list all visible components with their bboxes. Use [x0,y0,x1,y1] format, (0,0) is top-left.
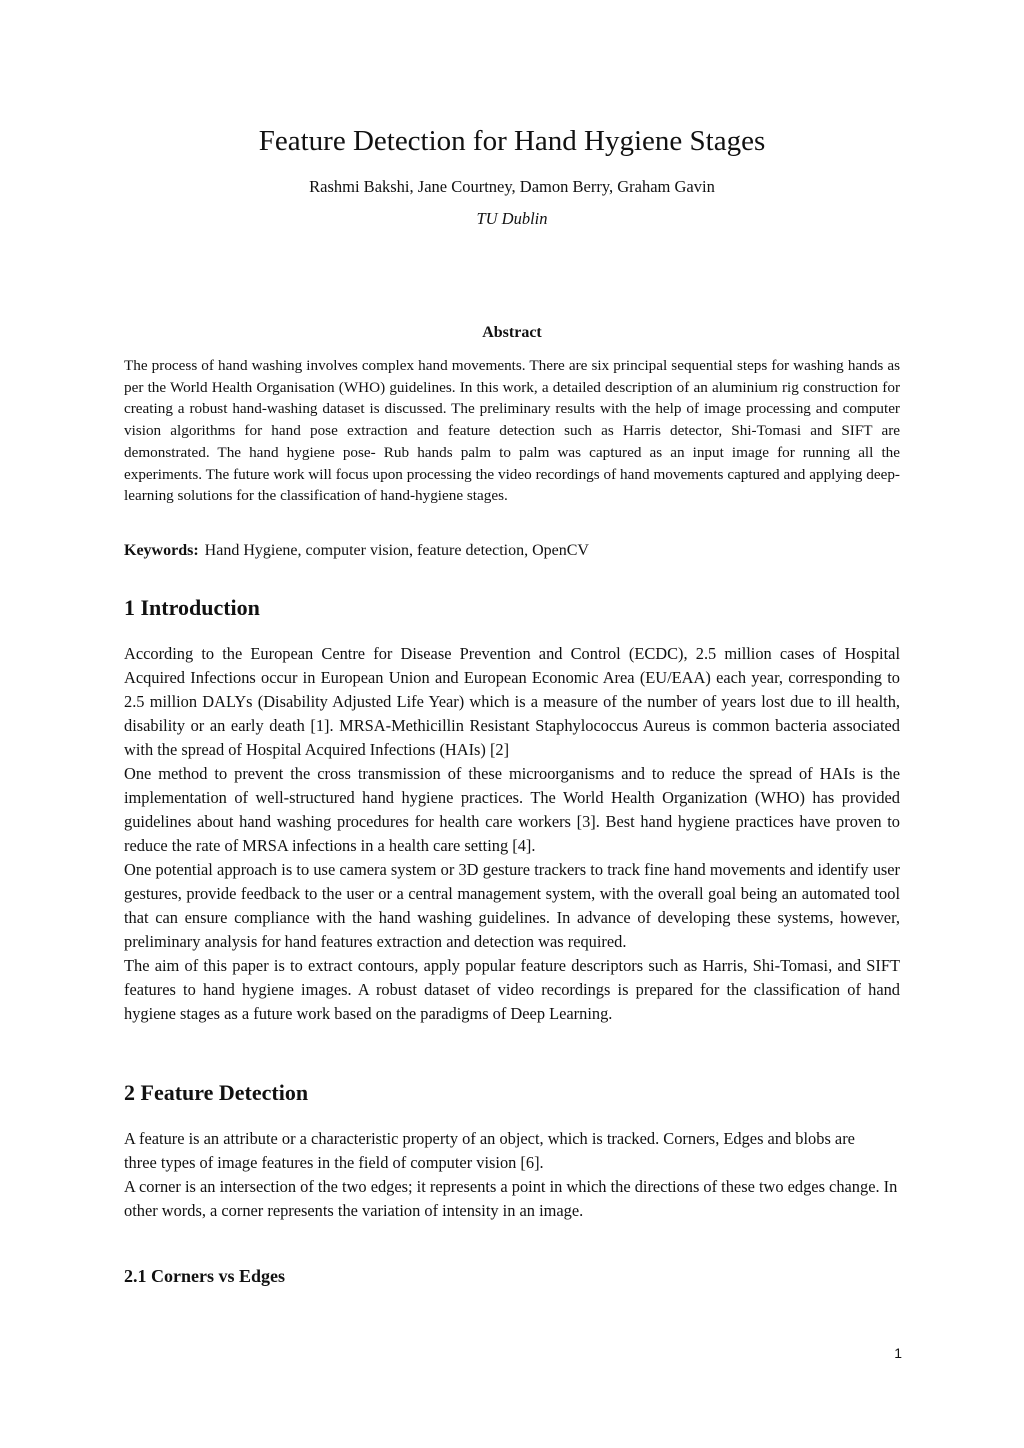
subsection-heading-corners-vs-edges: 2.1 Corners vs Edges [124,1266,285,1286]
paragraph: One method to prevent the cross transmission of these microorganisms and to reduce the spread of HAIs is the implementation of well-structured hand hygiene practices. The World Health Organization (WHO) has provided guidelines about hand washing procedures for health care workers [3]. Best hand hygiene practices have proven to reduce the rate of MRSA infections in a health care setting [4]. [124,764,900,855]
paragraph: One potential approach is to use camera system or 3D gesture trackers to track fine hand movements and identify user gestures, provide feedback to the user or a central management system, with the overall goal being an automated tool that can ensure compliance with the hand washing guidelines. In advance of developing these systems, however, preliminary analysis for hand features extraction and detection was required. [124,860,900,951]
paragraph: A corner is an intersection of the two edges; it represents a point in which the directions of these two edges change. In other words, a corner represents the variation of intensity in an image. [124,1177,898,1220]
section-heading-feature-detection: 2 Feature Detection [124,1080,309,1105]
author-list: Rashmi Bakshi, Jane Courtney, Damon Berry, Graham Gavin [309,177,715,196]
keywords-label: Keywords: [124,542,199,559]
paper-title: Feature Detection for Hand Hygiene Stages [258,125,766,157]
section-heading-introduction: 1 Introduction [124,595,260,620]
paragraph: A feature is an attribute or a characteristic property of an object, which is tracked. Corners, Edges and blobs are three types of image features in the field of computer vision [6]. [124,1129,855,1172]
abstract-heading: Abstract [482,324,542,341]
page-number: 1 [894,1345,902,1361]
affiliation: TU Dublin [476,209,548,228]
feature-detection-body [124,1127,898,1223]
keywords [124,540,900,562]
keywords-text: Hand Hygiene, computer vision, feature detection, OpenCV [204,542,589,559]
paragraph: The aim of this paper is to extract contours, apply popular feature descriptors such as Harris, Shi-Tomasi, and SIFT features to hand hygiene images. A robust dataset of video recordings is prepared for the classification of hand hygiene stages as a future work based on the paradigms of Deep Learning. [124,956,900,1023]
abstract-text: The process of hand washing involves complex hand movements. There are six principal sequential steps for washing hands as per the World Health Organisation (WHO) guidelines. In this work, a detailed description of an aluminium rig construction for creating a robust hand-washing dataset is discussed. The preliminary results with the help of image processing and computer vision algorithms for hand pose extraction and feature detection such as Harris detector, Shi-Tomasi and SIFT are demonstrated. The hand hygiene pose- Rub hands palm to palm was captured as an input image for running all the experiments. The future work will focus upon processing the video recordings of hand movements captured and applying deep-learning solutions for the classification of hand-hygiene stages. [124,357,900,505]
paragraph: According to the European Centre for Disease Prevention and Control (ECDC), 2.5 million cases of Hospital Acquired Infections occur in European Union and European Economic Area (EU/EAA) each year, corresponding to 2.5 million DALYs (Disability Adjusted Life Year) which is a measure of the number of years lost due to ill health, disability or an early death [1]. MRSA-Methicillin Resistant Staphylococcus Aureus is common bacteria associated with the spread of Hospital Acquired Infections (HAIs) [2] [124,644,900,759]
introduction-body [124,642,900,1026]
